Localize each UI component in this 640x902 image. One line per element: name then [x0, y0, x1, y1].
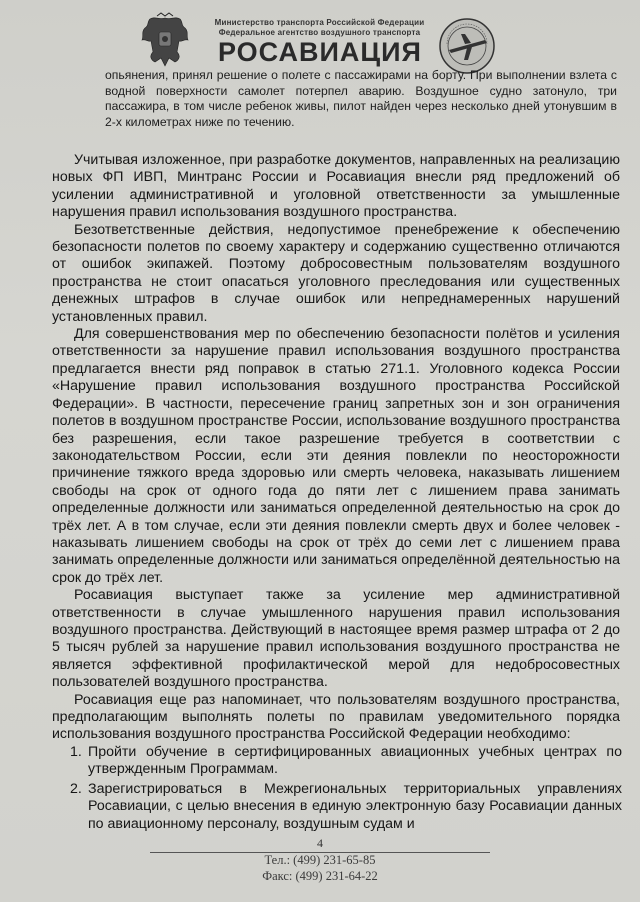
document-body: [52, 140, 620, 744]
list-item-text: Пройти обучение в сертифицированных авиационных учебных центрах по утвержденным Программам.: [88, 744, 622, 778]
page-number: 4: [317, 836, 323, 850]
footer-fax: Факс: (499) 231-64-22: [262, 869, 378, 883]
brand-title: РОСАВИАЦИЯ: [218, 37, 422, 67]
preceding-fragment: [105, 68, 617, 130]
paragraph-3: Для совершенствования мер по обеспечению безопасности полётов и усиления ответственности за нарушение правил использования воздушного пространства предлагается внести ряд поправок в статью 271.1. Уголовного кодекса России «Нарушение правил использования воздушного пространства Российской Федерации». В частности, пересечение границ запретных зон и зон ограничения полетов в воздушном пространстве России, использование воздушного пространства без разрешения, если такое разрешение требуется в соответствии с законодательством России, если эти деяния повлекли по неосторожности причинение тяжкого вреда здоровью или смерть человека, наказывать лишением свободы на срок от одного года до пяти лет с лишением права занимать определенные должности или заниматься определенной деятельностью на срок до трёх лет. А в том случае, если эти деяния повлекли смерть двух и более человек - наказывать лишением свободы на срок от трёх до семи лет с лишением права занимать определенные должности или заниматься определённой деятельностью на срок до трёх лет.: [52, 326, 620, 586]
paragraph-2: Безответственные действия, недопустимое пренебрежение к обеспечению безопасности полетов по своему характеру и содержанию существенно отличаются от ошибок экипажей. Поэтому добросовестным пользователям воздушного пространства не стоит опасаться уголовного преследования или существенных денежных штрафов в случае ошибок или непреднамеренных нарушений установленных правил.: [52, 221, 620, 325]
paragraph-5: Росавиация еще раз напоминает, что пользователям воздушного пространства, предполагающим выполнять полеты по правилам уведомительного порядка использования воздушного пространства Российской Федерации необходимо:: [52, 691, 620, 743]
ministry-name: Министерство транспорта Российской Федерации: [214, 18, 425, 27]
agency-name: Федеральное агентство воздушного транспорта: [218, 28, 421, 37]
footer-phone: Тел.: (499) 231-65-85: [264, 853, 376, 867]
paragraph-1: Учитывая изложенное, при разработке документов, направленных на реализацию новых ФП ИВП, Минтранс России и Росавиация внесли ряд предложений об усилении административной и уголовной ответственности за умышленные нарушения правил использования воздушного пространства.: [52, 152, 620, 221]
list-item: [70, 781, 622, 833]
rosaviatsiya-seal-icon: [437, 16, 497, 76]
list-item-number: 2.: [70, 780, 82, 797]
list-item-number: 1.: [70, 744, 82, 760]
letterhead: [0, 6, 640, 68]
list-item: [70, 744, 622, 779]
double-headed-eagle-emblem-icon: [135, 12, 195, 70]
requirements-list: [70, 744, 622, 835]
paragraph-4: Росавиация выступает также за усиление мер административной ответственности в случае умышленного нарушения правил использования воздушного пространства. Действующий в настоящее время размер штрафа от 2 до 5 тысяч рублей за нарушение правил использования воздушного пространства не является эффективной профилактической мерой для недобросовестных пользователей воздушного пространства.: [52, 587, 620, 691]
list-item-text: Зарегистрироваться в Межрегиональных территориальных управлениях Росавиации, с целью внесения в единую электронную базу Росавиации данных по авиационному персоналу, воздушным судам и: [88, 780, 622, 832]
fragment-text: опьянения, принял решение о полете с пассажирами на борту. При выполнении взлета с водной поверхности самолет потерпел аварию. Воздушное судно затонуло, три пассажира, в том числе ребенок живы, пилот найден через несколько дней утонувшим в 2-х километрах ниже по течению.: [105, 68, 617, 129]
